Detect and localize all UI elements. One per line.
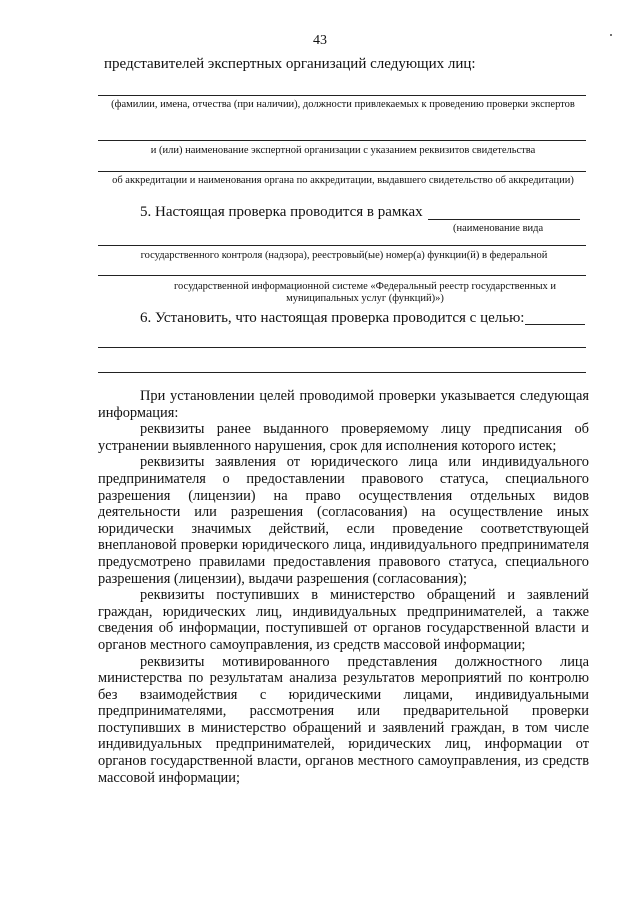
blank-line-7 bbox=[98, 372, 586, 373]
paragraph-appeals: реквизиты поступивших в министерство обращений и заявлений граждан, юридических лиц, индивидуальных предпринимателей, а также сведения об информации, поступившей от органов государственной власти и органов местного самоуправления, из средств массовой информации; bbox=[98, 587, 589, 653]
blank-line-2 bbox=[98, 140, 586, 141]
paragraph-prescription: реквизиты ранее выданного проверяемому лицу предписания об устранении выявленного нарушения, срок для исполнения которого истек; bbox=[98, 421, 589, 454]
blank-line-6 bbox=[98, 347, 586, 348]
item-5: 5. Настоящая проверка проводится в рамках bbox=[140, 204, 423, 220]
page-number: 43 bbox=[313, 33, 327, 48]
paragraph-goals-intro: При установлении целей проводимой проверки указывается следующая информация: bbox=[98, 388, 589, 421]
caption-federal-registry: государственной информационной системе «Федеральный реестр государственных и муниципальных услуг (функций)») bbox=[173, 281, 557, 304]
scan-speck bbox=[610, 34, 612, 36]
body-text bbox=[98, 388, 589, 786]
caption-expert-org: и (или) наименование экспертной организации с указанием реквизитов свидетельства bbox=[150, 145, 536, 156]
blank-line-3 bbox=[98, 171, 586, 172]
paragraph-motivated-submission: реквизиты мотивированного представления должностного лица министерства по результатам анализа результатов мероприятий по контролю без взаимодействия с юридическими лицами, индивидуальными предпринимателями, рассмотрения или предварительной проверки поступивших в министерство обращений и заявлений граждан, в том числе индивидуальных предпринимателей, юридических лиц, информации от органов государственной власти, органов местного самоуправления, из средств массовой информации; bbox=[98, 653, 589, 786]
intro-line: представителей экспертных организаций следующих лиц: bbox=[104, 56, 476, 72]
caption-control-type: (наименование вида bbox=[453, 223, 544, 234]
caption-accreditation: об аккредитации и наименования органа по аккредитации, выдавшего свидетельство об аккредитации) bbox=[112, 175, 574, 186]
blank-line-item6 bbox=[525, 324, 585, 325]
paragraph-application: реквизиты заявления от юридического лица или индивидуального предпринимателя о предоставлении правового статуса, специального разрешения (лицензии) на право осуществления отдельных видов деятельности или разрешения (согласования) на осуществление иных юридически значимых действий, если проведение соответствующей внеплановой проверки юридического лица, индивидуального предпринимателя предусмотрено правилами предоставления правового статуса, специального разрешения (лицензии), выдачи разрешения (согласования); bbox=[98, 454, 589, 587]
blank-line-1 bbox=[98, 95, 586, 96]
item-6: 6. Установить, что настоящая проверка проводится с целью: bbox=[140, 310, 525, 326]
caption-registry-number: государственного контроля (надзора), реестровый(ые) номер(а) функции(й) в федеральной bbox=[140, 250, 548, 261]
blank-line-4 bbox=[98, 245, 586, 246]
blank-line-5 bbox=[98, 275, 586, 276]
blank-line-item5 bbox=[428, 219, 580, 220]
caption-experts: (фамилии, имена, отчества (при наличии), должности привлекаемых к проведению проверки экспертов bbox=[111, 99, 575, 110]
